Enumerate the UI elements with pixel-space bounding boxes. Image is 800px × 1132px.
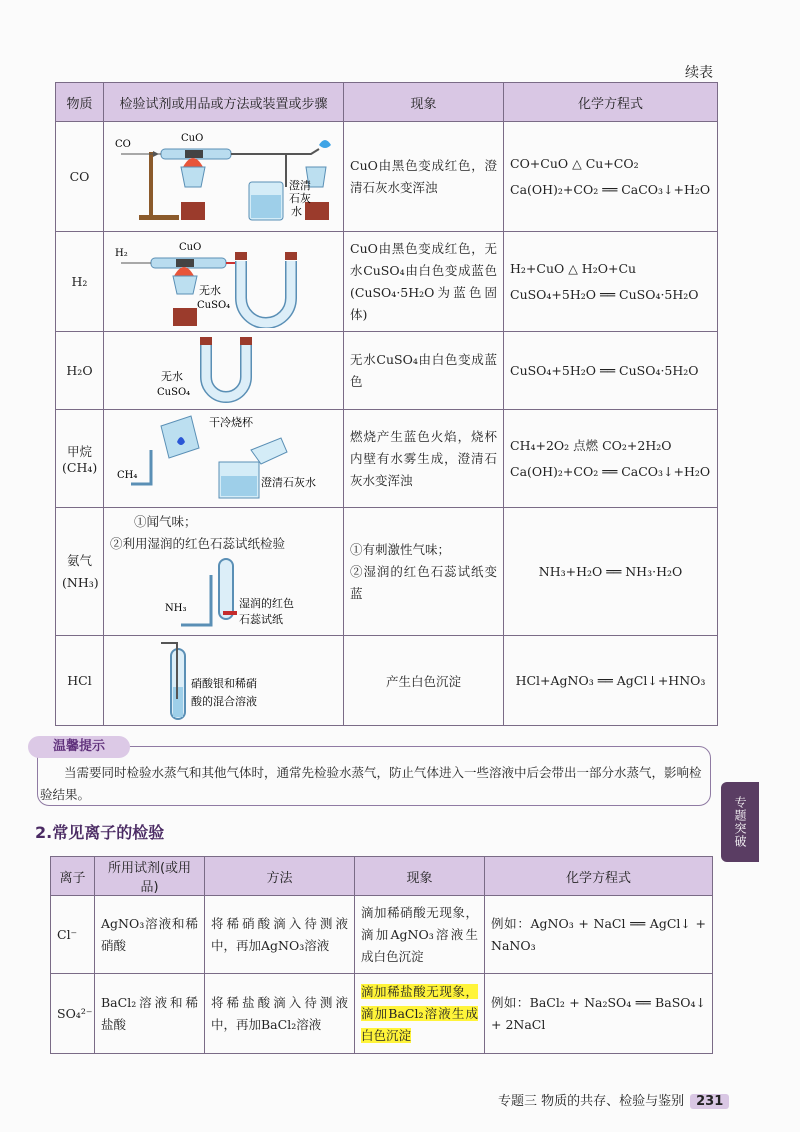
fig-label-1: 无水 xyxy=(199,283,221,297)
equation-cell xyxy=(504,232,718,332)
equation-line: CuSO₄+5H₂O ══ CuSO₄·5H₂O xyxy=(510,362,699,378)
phenomenon-line: ①有刺激性气味； xyxy=(350,541,451,557)
reagent-cell: BaCl₂溶液和稀盐酸 xyxy=(95,974,205,1054)
equation-line: CH₄+2O₂ 点燃 CO₂+2H₂O xyxy=(510,437,672,453)
header-substance: 物质 xyxy=(56,83,104,122)
header-method: 方法 xyxy=(205,857,355,896)
phenomenon-cell: 燃烧产生蓝色火焰，烧杯内壁有水雾生成，澄清石灰水变浑浊 xyxy=(344,410,504,508)
fig-label-2: CuSO₄ xyxy=(157,386,191,398)
ion-cell: SO₄²⁻ xyxy=(51,974,95,1054)
table-header-row xyxy=(56,83,718,122)
phenomenon-line: ②湿润的红色石蕊试纸变蓝 xyxy=(350,563,497,601)
equation-cell: 例如：AgNO₃ + NaCl ══ AgCl↓ + NaNO₃ xyxy=(485,896,713,974)
substance-cell: HCl xyxy=(56,636,104,726)
highlighted-phenomenon: 滴加稀盐酸无现象，滴加BaCl₂溶液生成白色沉淀 xyxy=(361,983,478,1043)
equation-line: Ca(OH)₂+CO₂ ══ CaCO₃↓+H₂O xyxy=(510,463,711,479)
table-header-row xyxy=(51,857,713,896)
fig-label-nh3: NH₃ xyxy=(165,602,187,614)
phenomenon-cell: 滴加稀硝酸无现象，滴加AgNO₃溶液生成白色沉淀 xyxy=(355,896,485,974)
h2-apparatus-figure xyxy=(104,232,344,332)
fig-label-1: 湿润的红色 xyxy=(239,596,294,610)
hcl-apparatus-figure xyxy=(104,636,344,726)
substance-cell: 氨气(NH₃) xyxy=(56,508,104,636)
header-equation: 化学方程式 xyxy=(485,857,713,896)
substance-cell: CO xyxy=(56,122,104,232)
ch4-combustion-diagram xyxy=(111,414,336,504)
page-number: 231 xyxy=(690,1094,729,1109)
table-row xyxy=(56,410,718,508)
hcl-test-diagram xyxy=(111,639,336,723)
table-row xyxy=(56,232,718,332)
header-method: 检验试剂或用品或方法或装置或步骤 xyxy=(104,83,344,122)
header-phenomenon: 现象 xyxy=(355,857,485,896)
page-footer xyxy=(498,1090,729,1109)
fig-label-cuo: CuO xyxy=(181,132,204,144)
header-ion: 离子 xyxy=(51,857,95,896)
phenomenon-cell: 无水CuSO₄由白色变成蓝色 xyxy=(344,332,504,410)
equation-line: CuSO₄+5H₂O ══ CuSO₄·5H₂O xyxy=(510,286,699,302)
section-title: 2.常见离子的检验 xyxy=(35,823,165,842)
substance-cell: H₂O xyxy=(56,332,104,410)
phenomenon-cell: 产生白色沉淀 xyxy=(344,636,504,726)
phenomenon-cell: CuO由黑色变成红色，无水CuSO₄由白色变成蓝色(CuSO₄·5H₂O为蓝色固体) xyxy=(344,232,504,332)
tip-title: 温馨提示 xyxy=(28,736,130,758)
header-equation: 化学方程式 xyxy=(504,83,718,122)
fig-label-1: 澄清 xyxy=(289,178,311,192)
continued-label: 续表 xyxy=(685,65,713,81)
equation-cell xyxy=(504,332,718,410)
gas-test-table xyxy=(55,82,718,726)
equation-cell: 例如：BaCl₂ + Na₂SO₄ ══ BaSO₄↓ + 2NaCl xyxy=(485,974,713,1054)
equation-line: CO+CuO △ Cu+CO₂ xyxy=(510,155,639,171)
table-row xyxy=(56,332,718,410)
equation-cell xyxy=(504,636,718,726)
method-cell: 将稀硝酸滴入待测液中，再加AgNO₃溶液 xyxy=(205,896,355,974)
fig-label-h2: H₂ xyxy=(115,247,128,259)
substance-cell: 甲烷(CH₄) xyxy=(56,410,104,508)
phenomenon-cell: CuO由黑色变成红色，澄清石灰水变浑浊 xyxy=(344,122,504,232)
ch4-apparatus-figure xyxy=(104,410,344,508)
phenomenon-cell xyxy=(355,974,485,1054)
fig-label-co: CO xyxy=(115,138,131,150)
equation-cell xyxy=(504,410,718,508)
table-row xyxy=(51,974,713,1054)
fig-label-1: 无水 xyxy=(161,369,183,383)
co-apparatus-diagram xyxy=(111,127,336,227)
fig-label-2: 石灰 xyxy=(289,191,311,205)
fig-label-cuo: CuO xyxy=(179,241,202,253)
fig-label-3: 水 xyxy=(291,204,302,218)
equation-line: Ca(OH)₂+CO₂ ══ CaCO₃↓+H₂O xyxy=(510,181,711,197)
fig-label-ch4: CH₄ xyxy=(117,469,138,481)
side-tab[interactable]: 专题突破 xyxy=(721,782,759,862)
fig-label-2: 澄清石灰水 xyxy=(261,475,316,489)
ion-test-table xyxy=(50,856,713,1054)
method-line: ①闻气味； xyxy=(134,513,197,529)
fig-label-2: CuSO₄ xyxy=(197,299,231,311)
nh3-test-diagram xyxy=(111,555,336,633)
table-row xyxy=(56,508,718,636)
fig-label-2: 酸的混合溶液 xyxy=(191,694,257,708)
tip-text: 当需要同时检验水蒸气和其他气体时，通常先检验水蒸气，防止气体进入一些溶液中后会带出一部分水蒸气，影响检验结果。 xyxy=(40,765,702,802)
table-row xyxy=(56,636,718,726)
method-cell: 将稀盐酸滴入待测液中，再加BaCl₂溶液 xyxy=(205,974,355,1054)
substance-cell: H₂ xyxy=(56,232,104,332)
u-tube-diagram xyxy=(111,335,336,407)
fig-label-1: 硝酸银和稀硝 xyxy=(191,676,257,690)
nh3-method-figure xyxy=(104,508,344,636)
footer-text: 专题三 物质的共存、检验与鉴别 xyxy=(498,1094,685,1109)
method-line: ②利用湿润的红色石蕊试纸检验 xyxy=(110,535,286,551)
equation-cell xyxy=(504,122,718,232)
equation-line: H₂+CuO △ H₂O+Cu xyxy=(510,260,637,276)
phenomenon-cell xyxy=(344,508,504,636)
equation-line: NH₃+H₂O ══ NH₃·H₂O xyxy=(538,563,683,579)
reagent-cell: AgNO₃溶液和稀硝酸 xyxy=(95,896,205,974)
header-phenomenon: 现象 xyxy=(344,83,504,122)
table-row xyxy=(56,122,718,232)
h2o-apparatus-figure xyxy=(104,332,344,410)
equation-line: HCl+AgNO₃ ══ AgCl↓+HNO₃ xyxy=(515,672,706,688)
equation-cell xyxy=(504,508,718,636)
h2-apparatus-diagram xyxy=(111,236,336,328)
co-apparatus-figure xyxy=(104,122,344,232)
header-reagent: 所用试剂(或用品) xyxy=(95,857,205,896)
table-row xyxy=(51,896,713,974)
fig-label-2: 石蕊试纸 xyxy=(239,612,283,626)
fig-label-1: 干冷烧杯 xyxy=(209,415,253,429)
ion-cell: Cl⁻ xyxy=(51,896,95,974)
